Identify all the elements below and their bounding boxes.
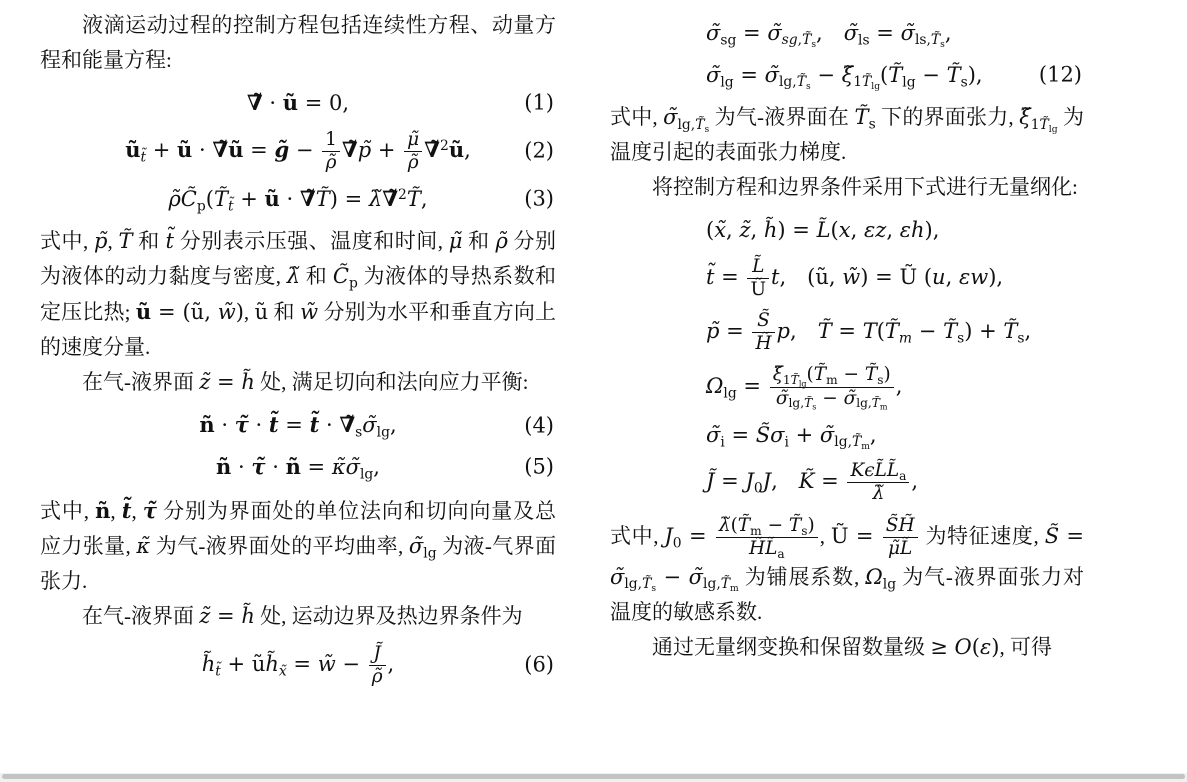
inline-math: ρ̃ xyxy=(495,229,508,254)
equation-block xyxy=(40,409,556,442)
equation-block xyxy=(40,451,556,484)
inline-math: $\Omega_{lg}$ xyxy=(865,564,897,593)
text-run: 将控制方程和边界条件采用下式进行无量纲化: xyxy=(652,175,1078,200)
inline-math: S̃ = $\sigmã_{lg,T̃_s}$ − $\sigmã_{lg,T̃_m}$ xyxy=(610,523,1084,595)
equation-number: (6) xyxy=(524,652,554,677)
paragraph xyxy=(40,365,556,400)
equation-line xyxy=(610,256,1084,301)
text-run: 为特征速度, xyxy=(919,523,1045,548)
inline-math: ñ xyxy=(95,497,111,523)
text-run: 为铺展系数, xyxy=(738,564,866,589)
inline-math: $\xĩ_{1T̃_{lg}}$ xyxy=(1019,105,1058,135)
text-run: 下的界面张力, xyxy=(875,105,1020,130)
text-run: , xyxy=(819,523,831,548)
text-run: 和 xyxy=(268,300,301,325)
horizontal-scrollbar[interactable] xyxy=(0,773,1187,782)
equation-line xyxy=(610,419,1084,452)
equation-math: $\rhõC̃_p(T̃_{t̃}$ + ũ · ∇̃T̃) = λ̃∇̃$^2$T̃, xyxy=(168,185,428,215)
text-run: 和 xyxy=(462,229,496,254)
paragraph xyxy=(610,100,1084,170)
equation-math: ñ · τ̃ · t̃ = t̃ · $\nablã_s\sigmã_{lg}$, xyxy=(199,412,397,441)
text-run: 为液-气界面张力. xyxy=(40,533,556,593)
text-run: 和 xyxy=(132,229,166,254)
equation-number: (5) xyxy=(524,454,554,479)
column-right xyxy=(610,8,1084,665)
equation-line xyxy=(40,643,556,688)
text-run: 处, 满足切向和法向应力平衡: xyxy=(254,370,529,395)
equation-line xyxy=(610,59,1084,92)
text-run: 式中, xyxy=(40,498,96,523)
equation-block xyxy=(40,87,556,120)
equation-math: (x̃, z̃, h̃) = L̃(x, εz, εh), xyxy=(706,218,940,243)
inline-math: $C̃_p$ xyxy=(332,264,358,292)
text-run: 分别为界面处的单位法向和切向向量及总应力张量, xyxy=(40,498,556,558)
equation-line xyxy=(40,451,556,484)
horizontal-scrollbar-thumb[interactable] xyxy=(2,774,1185,779)
inline-math: t̃ xyxy=(121,497,132,523)
text-run: 在气-液界面 xyxy=(82,370,200,395)
text-run: 分别表示压强、温度和时间, xyxy=(173,229,449,254)
text-run: 式中, xyxy=(40,229,95,254)
equation-line xyxy=(40,409,556,442)
equation-line xyxy=(610,310,1084,355)
equation-math: ñ · τ̃ · ñ = $\kappã\sigmã_{lg}$, xyxy=(216,453,380,483)
text-run: 为温度引起的表面张力梯度. xyxy=(610,105,1085,165)
text-run: 在气-液界面 xyxy=(82,603,200,628)
equation-math: $\sigmã_{sg}$ = $\sigmã_{sg,T̃_s}$, $\sigmã_{ls}$ = $\sigmã_{ls,T̃_s}$, xyxy=(706,21,952,51)
text-run: 分别为水平和垂直方向上的速度分量. xyxy=(40,300,557,360)
equation-line xyxy=(40,129,556,174)
equation-block xyxy=(610,17,1084,91)
equation-math: $h̃_{t̃}$ + $ũh̃_{x̃}$ = w̃ − $\frac{J̃}{\rhõ}$ , xyxy=(201,642,395,687)
inline-math: λ̃ xyxy=(286,264,301,289)
equation-line xyxy=(610,17,1084,50)
equation-math: t̃ = $\frac{L̃}{Ũ}$ t, (ũ, w̃) = Ũ (u, εw), xyxy=(706,255,1004,300)
equation-number: (1) xyxy=(524,90,554,115)
equation-math: $\sigmã_i$ = $S̃\sigma_i$ + $\sigmã_{lg,T̃_m}$, xyxy=(706,422,877,453)
text-run: 液滴运动过程的控制方程包括连续性方程、动量方程和能量方程: xyxy=(40,13,556,72)
paragraph xyxy=(610,170,1084,205)
equation-math: $ũ_{t̃}$ + ũ · ∇̃ũ = g̃ − $\frac{1}{\rhõ}$ ∇̃p̃ + $\frac{\mũ}{\rhõ}$ ∇̃$^2$ũ, xyxy=(125,128,471,173)
paragraph xyxy=(610,630,1084,665)
text-run: 式中, xyxy=(610,523,665,548)
text-run: 和 xyxy=(300,264,333,289)
text-run: , xyxy=(110,498,122,523)
equation-math: $\sigmã_{lg}$ = $\sigmã_{lg,T̃_s}$ − $\xĩ_{1T̃_{lg}}(T̃_{lg}$ − $T̃_s$), xyxy=(706,62,983,92)
text-run: , xyxy=(243,300,255,325)
equation-number: (4) xyxy=(524,413,554,438)
inline-math: τ̃ xyxy=(142,497,157,523)
text-run: 分别为液体的动力黏度与密度, xyxy=(40,229,557,289)
text-run: 为气-液界面处的平均曲率, xyxy=(150,533,409,558)
equation-block xyxy=(610,214,1084,505)
inline-math: μ̃ xyxy=(448,229,463,254)
text-run: 处, 运动边界及热边界条件为 xyxy=(254,603,523,628)
equation-line xyxy=(610,214,1084,247)
text-run: , xyxy=(131,498,143,523)
paragraph xyxy=(40,599,556,634)
inline-math: w̃ xyxy=(300,300,319,325)
paragraph xyxy=(40,224,556,365)
equation-line xyxy=(610,460,1084,505)
inline-math: t̃ xyxy=(165,229,174,254)
paragraph xyxy=(610,515,1084,630)
inline-math: ũ = (ũ, w̃) xyxy=(135,299,244,325)
equation-number: (12) xyxy=(1038,62,1082,87)
equation-math: J̃ = $J_0J$, K̃ = $K\epsilon L̃L̃_a$ λ̃ , xyxy=(706,460,919,505)
text-run: , 可得 xyxy=(999,634,1052,659)
inline-math: p̃ xyxy=(94,229,108,254)
inline-math: ≥ O(ε) xyxy=(930,634,1000,659)
equation-block xyxy=(40,183,556,216)
inline-math: $\sigmã_{lg}$ xyxy=(408,533,437,561)
inline-math: T̃ xyxy=(118,229,133,254)
inline-math: κ̃ xyxy=(136,533,151,558)
equation-line xyxy=(610,364,1084,412)
inline-math: $J_0$ = $\frac{\lambdã(T̃_m - T̃_s)}{H̃L̃_a}$ xyxy=(664,524,819,548)
inline-math: $T̃_s$ xyxy=(854,105,876,133)
text-run: , xyxy=(107,229,119,254)
inline-math: Ũ = $\frac{S̃H̃}{\mũL̃}$ xyxy=(831,524,920,548)
inline-math: ũ xyxy=(254,300,269,325)
equation-number: (2) xyxy=(524,138,554,163)
equation-math: $\Omega_{lg}$ = $\frac{\xĩ_{1T̃_{lg}}(T̃_m - T̃_s)}{\sigmã_{lg,T̃_s} - \sigmã_{lg,T̃_m}}$ , xyxy=(706,364,903,412)
text-run: 为液体的导热系数和定压比热; xyxy=(40,264,557,325)
paragraph xyxy=(40,8,556,78)
equation-block xyxy=(40,129,556,174)
equation-line xyxy=(40,87,556,120)
equation-block xyxy=(40,643,556,688)
text-run: 为气-液界面张力对温度的敏感系数. xyxy=(610,564,1084,624)
equation-number: (3) xyxy=(524,186,554,211)
inline-math: $\sigmã_{lg,T̃_s}$ xyxy=(663,105,710,135)
text-run: 式中, xyxy=(610,105,664,130)
inline-math: z̃ = h̃ xyxy=(199,603,255,628)
inline-math: z̃ = h̃ xyxy=(199,370,255,395)
text-run: 通过无量纲变换和保留数量级 xyxy=(652,634,931,659)
equation-math: p̃ = $\frac{S̃}{H̃}$ p, T̃ = $T(T̃_m$ − $T̃_s$) + $T̃_s$, xyxy=(706,309,1032,355)
equation-math: ∇̃ · ũ = 0, xyxy=(246,90,350,115)
equation-line xyxy=(40,183,556,216)
text-run: 为气-液界面在 xyxy=(709,105,855,130)
paragraph xyxy=(40,493,556,599)
column-left xyxy=(40,8,556,697)
